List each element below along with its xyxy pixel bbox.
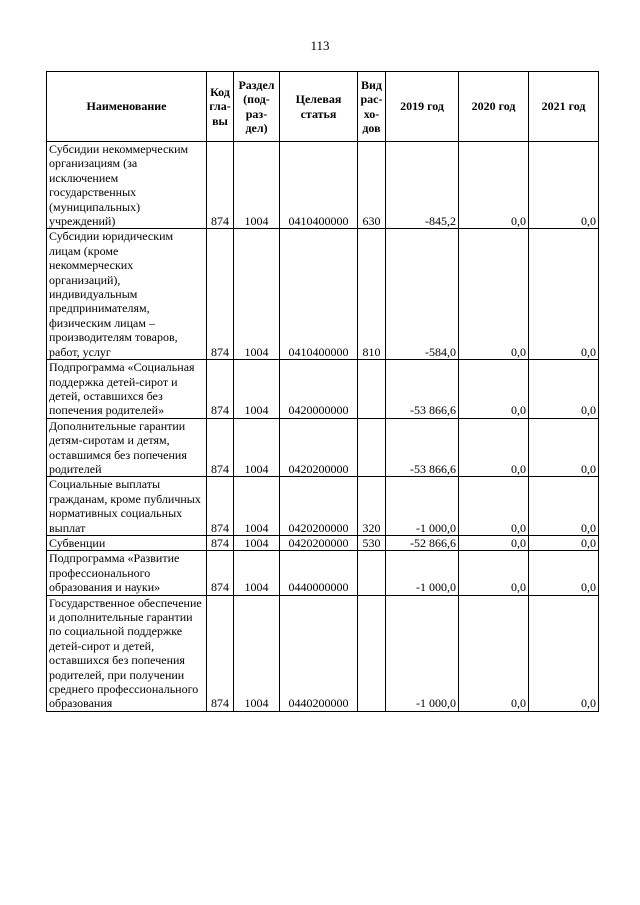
page-number: 113 [310,38,330,53]
row-name: Субсидии некоммерческим организациям (за исключением государственных (муниципальных) учреждений) [47,142,207,229]
row-section: 1004 [234,142,280,229]
row-2020: 0,0 [459,477,529,536]
header-2020: 2020 год [459,72,529,142]
row-2021: 0,0 [529,595,599,711]
row-target: 0410400000 [280,142,358,229]
row-name: Дополнительные гарантии детям-сиротам и детям, оставшимся без попечения родителей [47,418,207,477]
row-2019: -845,2 [386,142,459,229]
header-row [47,72,599,142]
table-row [47,142,599,229]
header-chapter: Код гла- вы [207,72,234,142]
row-name: Субсидии юридическим лицам (кроме некоммерческих организаций), индивидуальным предпринимателям, физическим лицам – производителям товаров, работ, услуг [47,229,207,360]
row-type [358,551,386,595]
row-chapter: 874 [207,142,234,229]
row-name: Социальные выплаты гражданам, кроме публичных нормативных социальных выплат [47,477,207,536]
row-target: 0410400000 [280,229,358,360]
row-chapter: 874 [207,595,234,711]
table-row [47,595,599,711]
row-section: 1004 [234,229,280,360]
row-2021: 0,0 [529,535,599,550]
row-2020: 0,0 [459,535,529,550]
row-2021: 0,0 [529,229,599,360]
header-name: Наименование [47,72,207,142]
row-2021: 0,0 [529,477,599,536]
table-row [47,229,599,360]
row-name: Субвенции [47,535,207,550]
table-row [47,360,599,419]
row-type [358,360,386,419]
row-chapter: 874 [207,551,234,595]
row-2019: -584,0 [386,229,459,360]
row-2019: -1 000,0 [386,551,459,595]
row-2020: 0,0 [459,551,529,595]
row-2021: 0,0 [529,551,599,595]
row-target: 0440000000 [280,551,358,595]
row-target: 0420200000 [280,477,358,536]
header-2019: 2019 год [386,72,459,142]
row-2021: 0,0 [529,418,599,477]
row-2020: 0,0 [459,360,529,419]
row-chapter: 874 [207,229,234,360]
row-chapter: 874 [207,535,234,550]
row-section: 1004 [234,477,280,536]
row-type [358,595,386,711]
row-type: 630 [358,142,386,229]
row-section: 1004 [234,551,280,595]
row-chapter: 874 [207,360,234,419]
header-section: Раздел (под- раз- дел) [234,72,280,142]
row-type [358,418,386,477]
header-type: Вид рас- хо- дов [358,72,386,142]
row-target: 0420200000 [280,418,358,477]
table-row [47,477,599,536]
row-section: 1004 [234,360,280,419]
row-name: Подпрограмма «Социальная поддержка детей-сирот и детей, оставшихся без попечения родителей» [47,360,207,419]
row-2019: -52 866,6 [386,535,459,550]
row-name: Подпрограмма «Развитие профессионального образования и науки» [47,551,207,595]
row-2019: -53 866,6 [386,418,459,477]
row-section: 1004 [234,535,280,550]
row-name: Государственное обеспечение и дополнительные гарантии по социальной поддержке детей-сирот и детей, оставшихся без попечения родителей, при получении среднего профессионального образования [47,595,207,711]
row-type: 810 [358,229,386,360]
row-chapter: 874 [207,477,234,536]
row-target: 0420200000 [280,535,358,550]
row-2021: 0,0 [529,360,599,419]
row-target: 0440200000 [280,595,358,711]
row-2020: 0,0 [459,229,529,360]
row-chapter: 874 [207,418,234,477]
row-2019: -1 000,0 [386,477,459,536]
row-type: 320 [358,477,386,536]
row-2021: 0,0 [529,142,599,229]
row-2020: 0,0 [459,142,529,229]
header-2021: 2021 год [529,72,599,142]
row-section: 1004 [234,595,280,711]
row-2020: 0,0 [459,418,529,477]
table-row [47,535,599,550]
budget-table [46,71,599,712]
row-2019: -53 866,6 [386,360,459,419]
row-section: 1004 [234,418,280,477]
table-row [47,418,599,477]
row-type: 530 [358,535,386,550]
table-row [47,551,599,595]
row-2020: 0,0 [459,595,529,711]
row-2019: -1 000,0 [386,595,459,711]
header-target: Целевая статья [280,72,358,142]
row-target: 0420000000 [280,360,358,419]
